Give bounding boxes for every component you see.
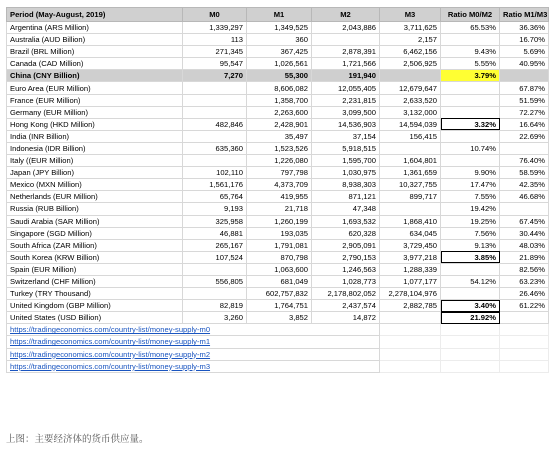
table-cell bbox=[380, 312, 441, 324]
row-label: Italy ((EUR Million) bbox=[7, 155, 183, 167]
table-cell: 2,157 bbox=[380, 34, 441, 46]
table-cell: 40.95% bbox=[500, 58, 549, 70]
table-cell: 899,717 bbox=[380, 191, 441, 203]
table-cell: 8,938,303 bbox=[312, 179, 380, 191]
row-label: Mexico (MXN Million) bbox=[7, 179, 183, 191]
table-cell: 9,193 bbox=[183, 203, 247, 215]
table-row bbox=[7, 46, 549, 58]
table-cell: 2,506,925 bbox=[380, 58, 441, 70]
table-cell: 3,260 bbox=[183, 312, 247, 324]
table-row bbox=[7, 215, 549, 227]
table-cell: 14,872 bbox=[312, 312, 380, 324]
table-cell: 1,523,526 bbox=[247, 142, 312, 154]
row-label: Japan (JPY Billion) bbox=[7, 167, 183, 179]
table-cell: 8,606,082 bbox=[247, 82, 312, 94]
table-row bbox=[7, 34, 549, 46]
table-cell: 360 bbox=[247, 34, 312, 46]
table-cell: 1,077,177 bbox=[380, 275, 441, 287]
table-cell: 1,339,297 bbox=[183, 22, 247, 34]
table-cell: 51.59% bbox=[500, 94, 549, 106]
table-row bbox=[7, 58, 549, 70]
table-cell: 419,955 bbox=[247, 191, 312, 203]
header-m3: M3 bbox=[380, 8, 441, 22]
row-label: Germany (EUR Million) bbox=[7, 106, 183, 118]
table-header-row bbox=[7, 8, 549, 22]
table-cell bbox=[183, 82, 247, 94]
row-label: Switzerland (CHF Million) bbox=[7, 275, 183, 287]
table-cell: 72.27% bbox=[500, 106, 549, 118]
table-row bbox=[7, 288, 549, 300]
table-cell: 1,226,080 bbox=[247, 155, 312, 167]
table-cell: 7,270 bbox=[183, 70, 247, 82]
table-row bbox=[7, 179, 549, 191]
table-row bbox=[7, 167, 549, 179]
blank-cell bbox=[500, 348, 549, 360]
table-cell: 21.92% bbox=[441, 312, 500, 324]
table-cell: 1,361,659 bbox=[380, 167, 441, 179]
source-link[interactable]: https://tradingeconomics.com/country-list/money-supply-m3 bbox=[7, 360, 380, 372]
table-cell: 46,881 bbox=[183, 227, 247, 239]
table-cell bbox=[441, 34, 500, 46]
row-label: South Korea (KRW Billion) bbox=[7, 251, 183, 263]
table-cell: 2,633,520 bbox=[380, 94, 441, 106]
table-cell bbox=[500, 142, 549, 154]
table-cell: 65.53% bbox=[441, 22, 500, 34]
table-row bbox=[7, 130, 549, 142]
table-cell: 5.55% bbox=[441, 58, 500, 70]
table-cell: 65,764 bbox=[183, 191, 247, 203]
table-cell: 265,167 bbox=[183, 239, 247, 251]
table-cell: 2,428,901 bbox=[247, 118, 312, 130]
row-label: Spain (EUR Million) bbox=[7, 263, 183, 275]
table-cell: 681,049 bbox=[247, 275, 312, 287]
table-row bbox=[7, 300, 549, 312]
table-cell: 36.36% bbox=[500, 22, 549, 34]
header-ratio-m0-m2: Ratio M0/M2 bbox=[441, 8, 500, 22]
table-cell: 19.42% bbox=[441, 203, 500, 215]
row-label: Brazil (BRL Million) bbox=[7, 46, 183, 58]
table-cell: 871,121 bbox=[312, 191, 380, 203]
blank-cell bbox=[441, 348, 500, 360]
table-cell: 67.87% bbox=[500, 82, 549, 94]
table-row bbox=[7, 263, 549, 275]
table-cell bbox=[441, 82, 500, 94]
table-cell: 26.46% bbox=[500, 288, 549, 300]
blank-cell bbox=[500, 336, 549, 348]
table-cell: 271,345 bbox=[183, 46, 247, 58]
table-cell: 156,415 bbox=[380, 130, 441, 142]
table-cell: 48.03% bbox=[500, 239, 549, 251]
table-cell: 1,246,563 bbox=[312, 263, 380, 275]
table-cell: 63.23% bbox=[500, 275, 549, 287]
table-cell: 54.12% bbox=[441, 275, 500, 287]
table-cell: 16.70% bbox=[500, 34, 549, 46]
table-row bbox=[7, 239, 549, 251]
table-cell: 7.56% bbox=[441, 227, 500, 239]
table-cell: 46.68% bbox=[500, 191, 549, 203]
table-cell: 58.59% bbox=[500, 167, 549, 179]
table-cell: 482,846 bbox=[183, 118, 247, 130]
table-cell bbox=[183, 155, 247, 167]
table-cell bbox=[183, 130, 247, 142]
row-label: Singapore (SGD Million) bbox=[7, 227, 183, 239]
row-label: China (CNY Billion) bbox=[7, 70, 183, 82]
table-cell bbox=[500, 312, 549, 324]
table-cell: 3.40% bbox=[441, 300, 500, 312]
blank-cell bbox=[380, 336, 441, 348]
table-cell: 21,718 bbox=[247, 203, 312, 215]
table-cell bbox=[183, 94, 247, 106]
table-cell: 3,729,450 bbox=[380, 239, 441, 251]
table-cell: 1,358,700 bbox=[247, 94, 312, 106]
table-cell: 556,805 bbox=[183, 275, 247, 287]
blank-cell bbox=[380, 348, 441, 360]
row-label: Netherlands (EUR Million) bbox=[7, 191, 183, 203]
header-period: Period (May-August, 2019) bbox=[7, 8, 183, 22]
table-cell bbox=[441, 263, 500, 275]
source-link[interactable]: https://tradingeconomics.com/country-list/money-supply-m0 bbox=[7, 324, 380, 336]
table-cell: 12,679,647 bbox=[380, 82, 441, 94]
table-cell: 47,348 bbox=[312, 203, 380, 215]
table-cell: 22.69% bbox=[500, 130, 549, 142]
table-cell: 2,178,802,052 bbox=[312, 288, 380, 300]
link-row bbox=[7, 336, 549, 348]
table-cell: 2,231,815 bbox=[312, 94, 380, 106]
row-label: Turkey (TRY Thousand) bbox=[7, 288, 183, 300]
table-cell: 55,300 bbox=[247, 70, 312, 82]
table-cell bbox=[441, 106, 500, 118]
table-cell: 12,055,405 bbox=[312, 82, 380, 94]
table-cell: 82,819 bbox=[183, 300, 247, 312]
header-ratio-m1-m3: Ratio M1/M3 bbox=[500, 8, 549, 22]
table-cell: 9.43% bbox=[441, 46, 500, 58]
table-row bbox=[7, 251, 549, 263]
table-cell: 113 bbox=[183, 34, 247, 46]
table-cell: 107,524 bbox=[183, 251, 247, 263]
table-row bbox=[7, 275, 549, 287]
table-row bbox=[7, 106, 549, 118]
table-cell: 3.79% bbox=[441, 70, 500, 82]
blank-cell bbox=[441, 336, 500, 348]
table-cell: 367,425 bbox=[247, 46, 312, 58]
table-cell: 1,288,339 bbox=[380, 263, 441, 275]
table-cell bbox=[380, 142, 441, 154]
table-cell: 1,595,700 bbox=[312, 155, 380, 167]
row-label: Canada (CAD Million) bbox=[7, 58, 183, 70]
table-cell bbox=[380, 203, 441, 215]
table-row bbox=[7, 70, 549, 82]
blank-cell bbox=[441, 324, 500, 336]
table-cell: 2,043,886 bbox=[312, 22, 380, 34]
source-link[interactable]: https://tradingeconomics.com/country-list/money-supply-m2 bbox=[7, 348, 380, 360]
figure-caption: 上图：主要经济体的货币供应量。 bbox=[6, 434, 149, 445]
table-cell: 1,764,751 bbox=[247, 300, 312, 312]
table-cell: 3,977,218 bbox=[380, 251, 441, 263]
table-cell: 19.25% bbox=[441, 215, 500, 227]
blank-cell bbox=[441, 360, 500, 372]
table-cell: 82.56% bbox=[500, 263, 549, 275]
link-row bbox=[7, 360, 549, 372]
table-cell bbox=[441, 94, 500, 106]
blank-cell bbox=[500, 324, 549, 336]
table-cell: 2,263,600 bbox=[247, 106, 312, 118]
table-cell: 3,132,000 bbox=[380, 106, 441, 118]
table-cell: 1,693,532 bbox=[312, 215, 380, 227]
table-cell: 2,437,574 bbox=[312, 300, 380, 312]
row-label: Euro Area (EUR Million) bbox=[7, 82, 183, 94]
table-cell: 1,349,525 bbox=[247, 22, 312, 34]
row-label: Australia (AUD Billion) bbox=[7, 34, 183, 46]
table-cell: 9.13% bbox=[441, 239, 500, 251]
table-row bbox=[7, 227, 549, 239]
row-label: Argentina (ARS Million) bbox=[7, 22, 183, 34]
table-cell: 30.44% bbox=[500, 227, 549, 239]
header-m2: M2 bbox=[312, 8, 380, 22]
table-cell: 325,958 bbox=[183, 215, 247, 227]
source-link[interactable]: https://tradingeconomics.com/country-list/money-supply-m1 bbox=[7, 336, 380, 348]
blank-cell bbox=[380, 360, 441, 372]
table-cell: 37,154 bbox=[312, 130, 380, 142]
table-cell: 635,360 bbox=[183, 142, 247, 154]
table-row bbox=[7, 142, 549, 154]
money-supply-table bbox=[6, 7, 549, 373]
row-label: United Kingdom (GBP Million) bbox=[7, 300, 183, 312]
table-row bbox=[7, 191, 549, 203]
table-cell bbox=[183, 288, 247, 300]
table-cell: 2,882,785 bbox=[380, 300, 441, 312]
table-cell: 1,721,566 bbox=[312, 58, 380, 70]
table-body bbox=[7, 22, 549, 373]
table-cell bbox=[500, 203, 549, 215]
table-cell: 797,798 bbox=[247, 167, 312, 179]
table-cell: 1,026,561 bbox=[247, 58, 312, 70]
table-cell bbox=[500, 70, 549, 82]
table-cell: 2,878,391 bbox=[312, 46, 380, 58]
table-cell: 1,028,773 bbox=[312, 275, 380, 287]
table-cell: 2,790,153 bbox=[312, 251, 380, 263]
table-cell: 1,260,199 bbox=[247, 215, 312, 227]
table-row bbox=[7, 94, 549, 106]
row-label: Saudi Arabia (SAR Million) bbox=[7, 215, 183, 227]
table-cell: 14,536,903 bbox=[312, 118, 380, 130]
table-row bbox=[7, 203, 549, 215]
money-supply-table-wrap bbox=[6, 7, 548, 373]
table-cell: 602,757,832 bbox=[247, 288, 312, 300]
table-cell: 102,110 bbox=[183, 167, 247, 179]
table-cell: 1,791,081 bbox=[247, 239, 312, 251]
table-cell: 620,328 bbox=[312, 227, 380, 239]
blank-cell bbox=[380, 324, 441, 336]
table-cell: 7.55% bbox=[441, 191, 500, 203]
table-cell: 61.22% bbox=[500, 300, 549, 312]
table-cell: 870,798 bbox=[247, 251, 312, 263]
row-label: United States (USD Billion) bbox=[7, 312, 183, 324]
table-cell: 2,905,091 bbox=[312, 239, 380, 251]
table-row bbox=[7, 82, 549, 94]
table-cell: 5.69% bbox=[500, 46, 549, 58]
row-label: Hong Kong (HKD Million) bbox=[7, 118, 183, 130]
table-row bbox=[7, 155, 549, 167]
row-label: Indonesia (IDR Billion) bbox=[7, 142, 183, 154]
table-cell: 5,918,515 bbox=[312, 142, 380, 154]
table-cell: 10.74% bbox=[441, 142, 500, 154]
table-cell: 16.64% bbox=[500, 118, 549, 130]
link-row bbox=[7, 348, 549, 360]
table-cell: 4,373,709 bbox=[247, 179, 312, 191]
table-cell bbox=[312, 34, 380, 46]
table-row bbox=[7, 118, 549, 130]
table-cell bbox=[441, 288, 500, 300]
table-cell: 3,099,500 bbox=[312, 106, 380, 118]
header-m1: M1 bbox=[247, 8, 312, 22]
table-cell: 14,594,039 bbox=[380, 118, 441, 130]
row-label: France (EUR Million) bbox=[7, 94, 183, 106]
table-cell: 95,547 bbox=[183, 58, 247, 70]
link-row bbox=[7, 324, 549, 336]
table-cell: 193,035 bbox=[247, 227, 312, 239]
table-cell: 1,030,975 bbox=[312, 167, 380, 179]
table-cell: 35,497 bbox=[247, 130, 312, 142]
table-cell: 17.47% bbox=[441, 179, 500, 191]
table-cell bbox=[441, 130, 500, 142]
row-label: Russia (RUB Billion) bbox=[7, 203, 183, 215]
table-cell: 67.45% bbox=[500, 215, 549, 227]
row-label: India (INR Billion) bbox=[7, 130, 183, 142]
table-cell: 2,278,104,976 bbox=[380, 288, 441, 300]
table-cell bbox=[380, 70, 441, 82]
table-cell: 191,940 bbox=[312, 70, 380, 82]
header-m0: M0 bbox=[183, 8, 247, 22]
table-cell: 1,868,410 bbox=[380, 215, 441, 227]
table-cell: 1,604,801 bbox=[380, 155, 441, 167]
row-label: South Africa (ZAR Million) bbox=[7, 239, 183, 251]
table-cell: 76.40% bbox=[500, 155, 549, 167]
table-cell: 21.89% bbox=[500, 251, 549, 263]
table-row bbox=[7, 312, 549, 324]
blank-cell bbox=[500, 360, 549, 372]
table-cell: 9.90% bbox=[441, 167, 500, 179]
table-cell: 634,045 bbox=[380, 227, 441, 239]
table-cell bbox=[183, 106, 247, 118]
table-cell bbox=[441, 155, 500, 167]
table-cell: 1,561,176 bbox=[183, 179, 247, 191]
table-cell bbox=[183, 263, 247, 275]
table-cell: 3,711,625 bbox=[380, 22, 441, 34]
table-cell: 1,063,600 bbox=[247, 263, 312, 275]
table-cell: 6,462,156 bbox=[380, 46, 441, 58]
table-cell: 3,852 bbox=[247, 312, 312, 324]
table-cell: 42.35% bbox=[500, 179, 549, 191]
table-cell: 3.32% bbox=[441, 118, 500, 130]
table-cell: 3.85% bbox=[441, 251, 500, 263]
table-cell: 10,327,755 bbox=[380, 179, 441, 191]
table-row bbox=[7, 22, 549, 34]
